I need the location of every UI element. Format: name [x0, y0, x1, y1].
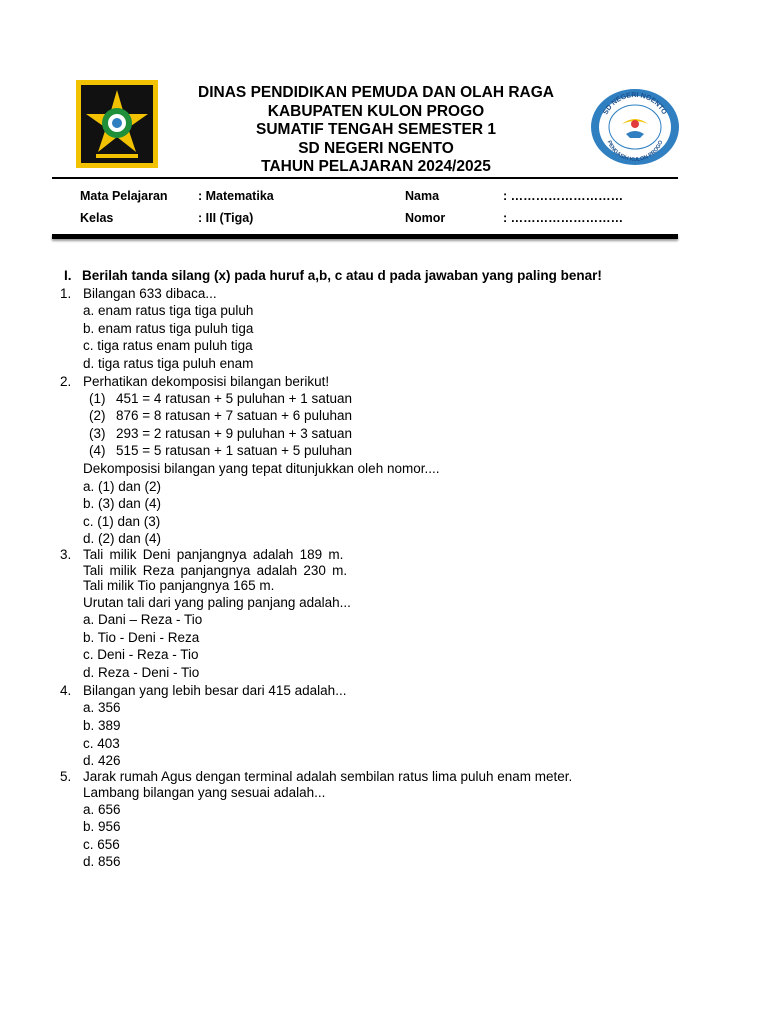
answer-option[interactable]: b. 956	[83, 819, 121, 834]
question-number: 1.	[60, 286, 72, 301]
question-number: 2.	[60, 374, 72, 389]
class-label: Kelas	[80, 211, 114, 225]
header-line-school: SD NEGERI NGENTO	[298, 139, 454, 157]
answer-option[interactable]: b. Tio - Deni - Reza	[83, 630, 200, 645]
answer-option[interactable]: b. (3) dan (4)	[83, 496, 162, 511]
answer-option[interactable]: d. 426	[83, 753, 121, 768]
subject-value: : Matematika	[198, 189, 274, 203]
question-text: Bilangan yang lebih besar dari 415 adalah...	[83, 683, 347, 698]
decomposition-item-number: (1)	[89, 391, 106, 406]
question-text: Perhatikan dekomposisi bilangan berikut!	[83, 374, 330, 389]
answer-option[interactable]: c. 656	[83, 837, 120, 852]
question-number: 4.	[60, 683, 72, 698]
decomposition-item: 515 = 5 ratusan + 1 satuan + 5 puluhan	[116, 443, 353, 458]
answer-option[interactable]: d. (2) dan (4)	[83, 531, 162, 546]
decomposition-item: 876 = 8 ratusan + 7 satuan + 6 puluhan	[116, 408, 353, 423]
decomposition-item: 293 = 2 ratusan + 9 puluhan + 3 satuan	[116, 426, 353, 441]
header-line-exam: SUMATIF TENGAH SEMESTER 1	[256, 121, 496, 138]
question-number: 3.	[60, 547, 72, 562]
info-divider	[52, 234, 678, 239]
number-label: Nomor	[405, 211, 446, 225]
section-numeral: I.	[64, 268, 72, 283]
answer-option[interactable]: c. (1) dan (3)	[83, 514, 161, 529]
decomposition-item-number: (4)	[89, 443, 106, 458]
answer-option[interactable]: a. 656	[83, 802, 121, 817]
name-label: Nama	[405, 189, 440, 203]
answer-option[interactable]: a. Dani – Reza - Tio	[83, 612, 203, 627]
class-value: : III (Tiga)	[198, 211, 254, 225]
school-seal-logo	[590, 88, 680, 166]
question-text: Tali milik Deni panjangnya adalah 189 m.	[83, 547, 344, 562]
header-divider	[52, 177, 678, 179]
answer-option[interactable]: d. Reza - Deni - Tio	[83, 665, 200, 680]
number-field[interactable]: : ………………………	[503, 211, 624, 225]
svg-text:PENGASIH KULON PROGO: PENGASIH KULON PROGO	[605, 139, 665, 164]
header-title-block	[160, 84, 592, 177]
question-text: Tali milik Tio panjangnya 165 m.	[83, 578, 275, 593]
decomposition-item-number: (3)	[89, 426, 106, 441]
svg-text:SD NEGERI NGENTO: SD NEGERI NGENTO	[602, 91, 668, 116]
header-line-year: TAHUN PELAJARAN 2024/2025	[261, 158, 491, 175]
regency-emblem-logo	[76, 80, 158, 168]
subject-label: Mata Pelajaran	[80, 189, 168, 203]
question-text: Jarak rumah Agus dengan terminal adalah sembilan ratus lima puluh enam meter.	[83, 769, 573, 784]
question-text: Lambang bilangan yang sesuai adalah...	[83, 785, 326, 800]
name-field[interactable]: : ………………………	[503, 189, 624, 203]
question-text: Urutan tali dari yang paling panjang adalah...	[83, 595, 351, 610]
answer-option[interactable]: a. (1) dan (2)	[83, 479, 162, 494]
answer-option[interactable]: c. tiga ratus enam puluh tiga	[83, 338, 253, 353]
header-line-regency: KABUPATEN KULON PROGO	[267, 102, 485, 120]
question-number: 5.	[60, 769, 72, 784]
answer-option[interactable]: b. enam ratus tiga puluh tiga	[83, 321, 254, 336]
answer-option[interactable]: c. Deni - Reza - Tio	[83, 647, 199, 662]
header-line-agency: DINAS PENDIDIKAN PEMUDA DAN OLAH RAGA	[198, 84, 554, 101]
answer-option[interactable]: b. 389	[83, 718, 121, 733]
answer-option[interactable]: d. 856	[83, 854, 121, 869]
answer-option[interactable]: a. 356	[83, 700, 121, 715]
answer-option[interactable]: a. enam ratus tiga tiga puluh	[83, 303, 254, 318]
decomposition-item-number: (2)	[89, 408, 106, 423]
decomposition-item: 451 = 4 ratusan + 5 puluhan + 1 satuan	[116, 391, 353, 406]
section-instruction: Berilah tanda silang (x) pada huruf a,b, c atau d pada jawaban yang paling benar!	[82, 268, 602, 283]
question-text: Dekomposisi bilangan yang tepat ditunjukkan oleh nomor....	[83, 461, 440, 476]
answer-option[interactable]: c. 403	[83, 736, 120, 751]
question-text: Tali milik Reza panjangnya adalah 230 m.	[83, 563, 348, 578]
answer-option[interactable]: d. tiga ratus tiga puluh enam	[83, 356, 254, 371]
question-text: Bilangan 633 dibaca...	[83, 286, 217, 301]
